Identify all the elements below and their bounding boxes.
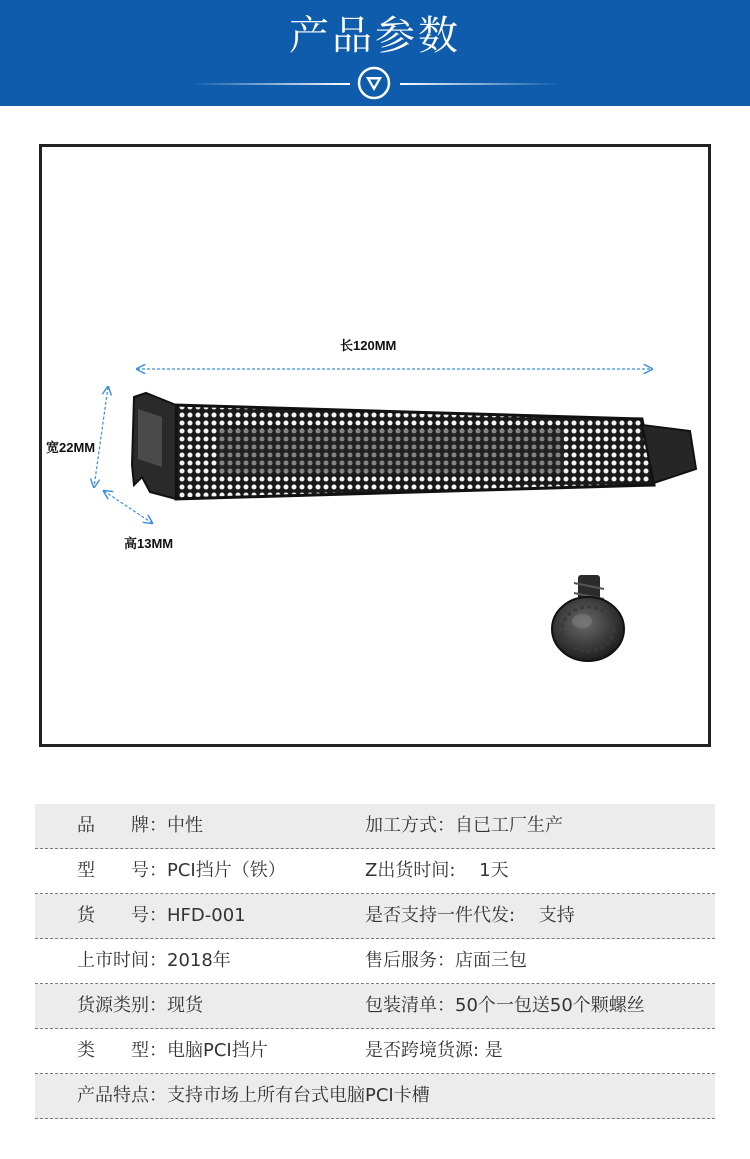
spec-features: 产品特点：支持市场上所有台式电脑PCI卡槽	[77, 1085, 430, 1106]
spec-row	[35, 849, 715, 894]
spec-cross-border: 是否跨境货源: 是	[365, 1040, 503, 1061]
header-divider-left	[190, 83, 350, 85]
length-label: 长120MM	[340, 338, 397, 353]
spec-launch-date: 上市时间：2018年	[77, 950, 231, 971]
spec-model: 型 号：PCI挡片（铁）	[77, 860, 286, 881]
spec-shipping-time: Z出货时间: 1天	[365, 860, 509, 881]
spec-row	[35, 804, 715, 849]
product-photo	[39, 144, 711, 747]
spec-package-list: 包装清单：50个一包送50个颗螺丝	[365, 995, 645, 1016]
spec-row	[35, 939, 715, 984]
spec-row	[35, 894, 715, 939]
spec-brand: 品 牌：中性	[77, 815, 203, 836]
screw-image	[552, 575, 624, 661]
spec-dropshipping: 是否支持一件代发: 支持	[365, 905, 575, 926]
spec-processing: 加工方式：自已工厂生产	[365, 815, 563, 836]
pci-bracket-image	[42, 147, 708, 744]
header-divider-right	[400, 83, 560, 85]
spec-item-number: 货 号：HFD-001	[77, 905, 246, 926]
spec-row	[35, 1029, 715, 1074]
spec-table	[35, 804, 715, 1119]
spec-source-type: 货源类别：现货	[77, 995, 203, 1016]
width-label: 宽22MM	[46, 440, 96, 455]
spec-after-sales: 售后服务：店面三包	[365, 950, 527, 971]
spec-row	[35, 984, 715, 1029]
spec-type: 类 型：电脑PCI挡片	[77, 1040, 268, 1061]
height-label: 高13MM	[124, 536, 174, 551]
header-banner	[0, 0, 750, 106]
spec-row	[35, 1074, 715, 1119]
chevron-down-icon	[357, 66, 391, 100]
page-title: 产品参数	[289, 13, 461, 59]
